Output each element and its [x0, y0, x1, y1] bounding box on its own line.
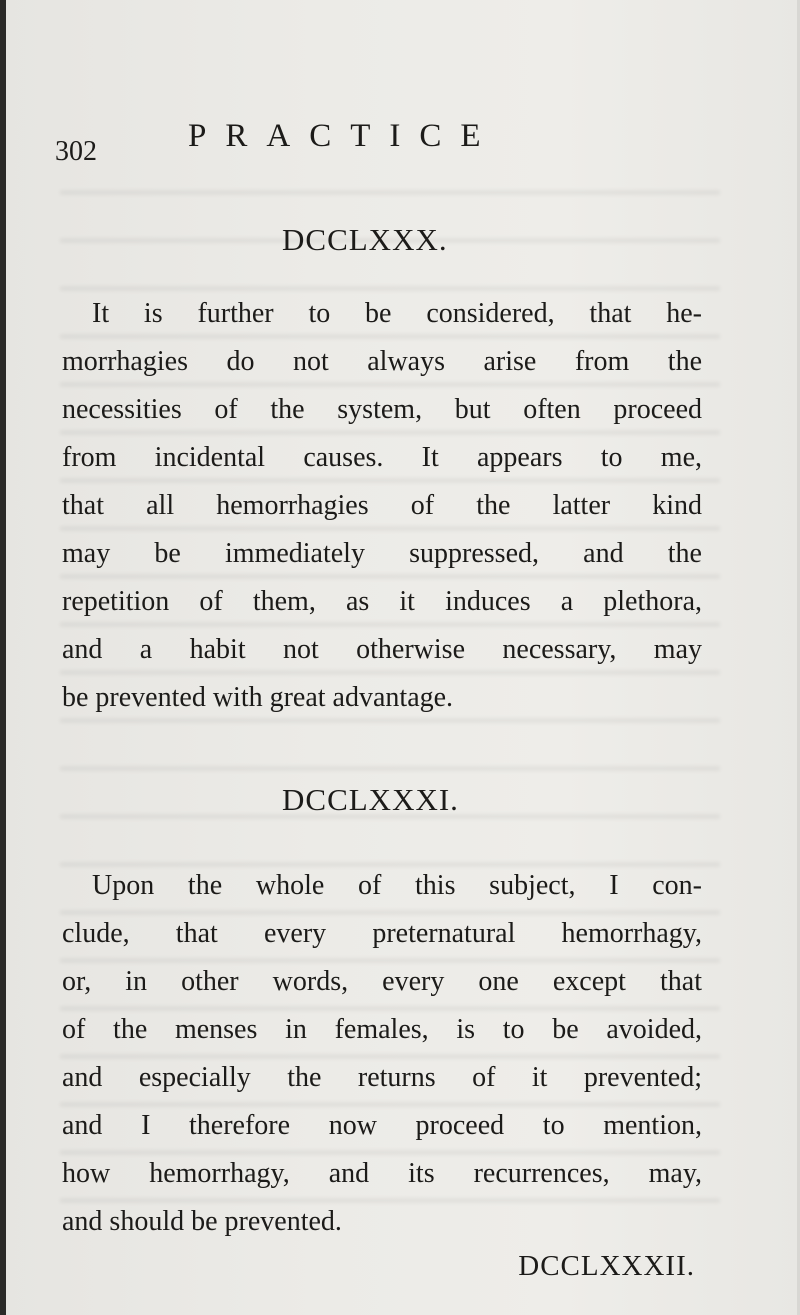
text-line: and should be prevented. — [62, 1206, 342, 1237]
paragraph-dcclxxxi — [62, 862, 702, 1246]
text-line: of the menses in females, is to be avoided, — [62, 1014, 702, 1045]
text-line: It is further to be considered, that he- — [92, 298, 702, 329]
text-line: Upon the whole of this subject, I con- — [92, 870, 702, 901]
page-gutter-shadow — [0, 0, 6, 1315]
text-line: morrhagies do not always arise from the — [62, 346, 702, 377]
text-line: from incidental causes. It appears to me, — [62, 442, 702, 473]
text-line: repetition of them, as it induces a plethora, — [62, 586, 702, 617]
paragraph-dcclxxx — [62, 290, 702, 722]
text-line: and especially the returns of it prevented; — [62, 1062, 702, 1093]
text-line: clude, that every preternatural hemorrhagy, — [62, 918, 702, 949]
text-line: that all hemorrhagies of the latter kind — [62, 490, 702, 521]
section-heading-dcclxxx: DCCLXXX. — [282, 222, 448, 257]
text-line: necessities of the system, but often proceed — [62, 394, 702, 425]
catchword: DCCLXXXII. — [518, 1250, 695, 1282]
text-line: be prevented with great advantage. — [62, 682, 454, 713]
text-line: how hemorrhagy, and its recurrences, may, — [62, 1158, 702, 1189]
text-line: may be immediately suppressed, and the — [62, 538, 702, 569]
running-head — [55, 118, 695, 168]
running-title: PRACTICE — [188, 118, 500, 154]
text-line: or, in other words, every one except that — [62, 966, 702, 997]
section-heading-dcclxxxi: DCCLXXXI. — [282, 782, 459, 817]
page-number: 302 — [55, 136, 97, 167]
text-line: and a habit not otherwise necessary, may — [62, 634, 702, 665]
text-line: and I therefore now proceed to mention, — [62, 1110, 702, 1141]
